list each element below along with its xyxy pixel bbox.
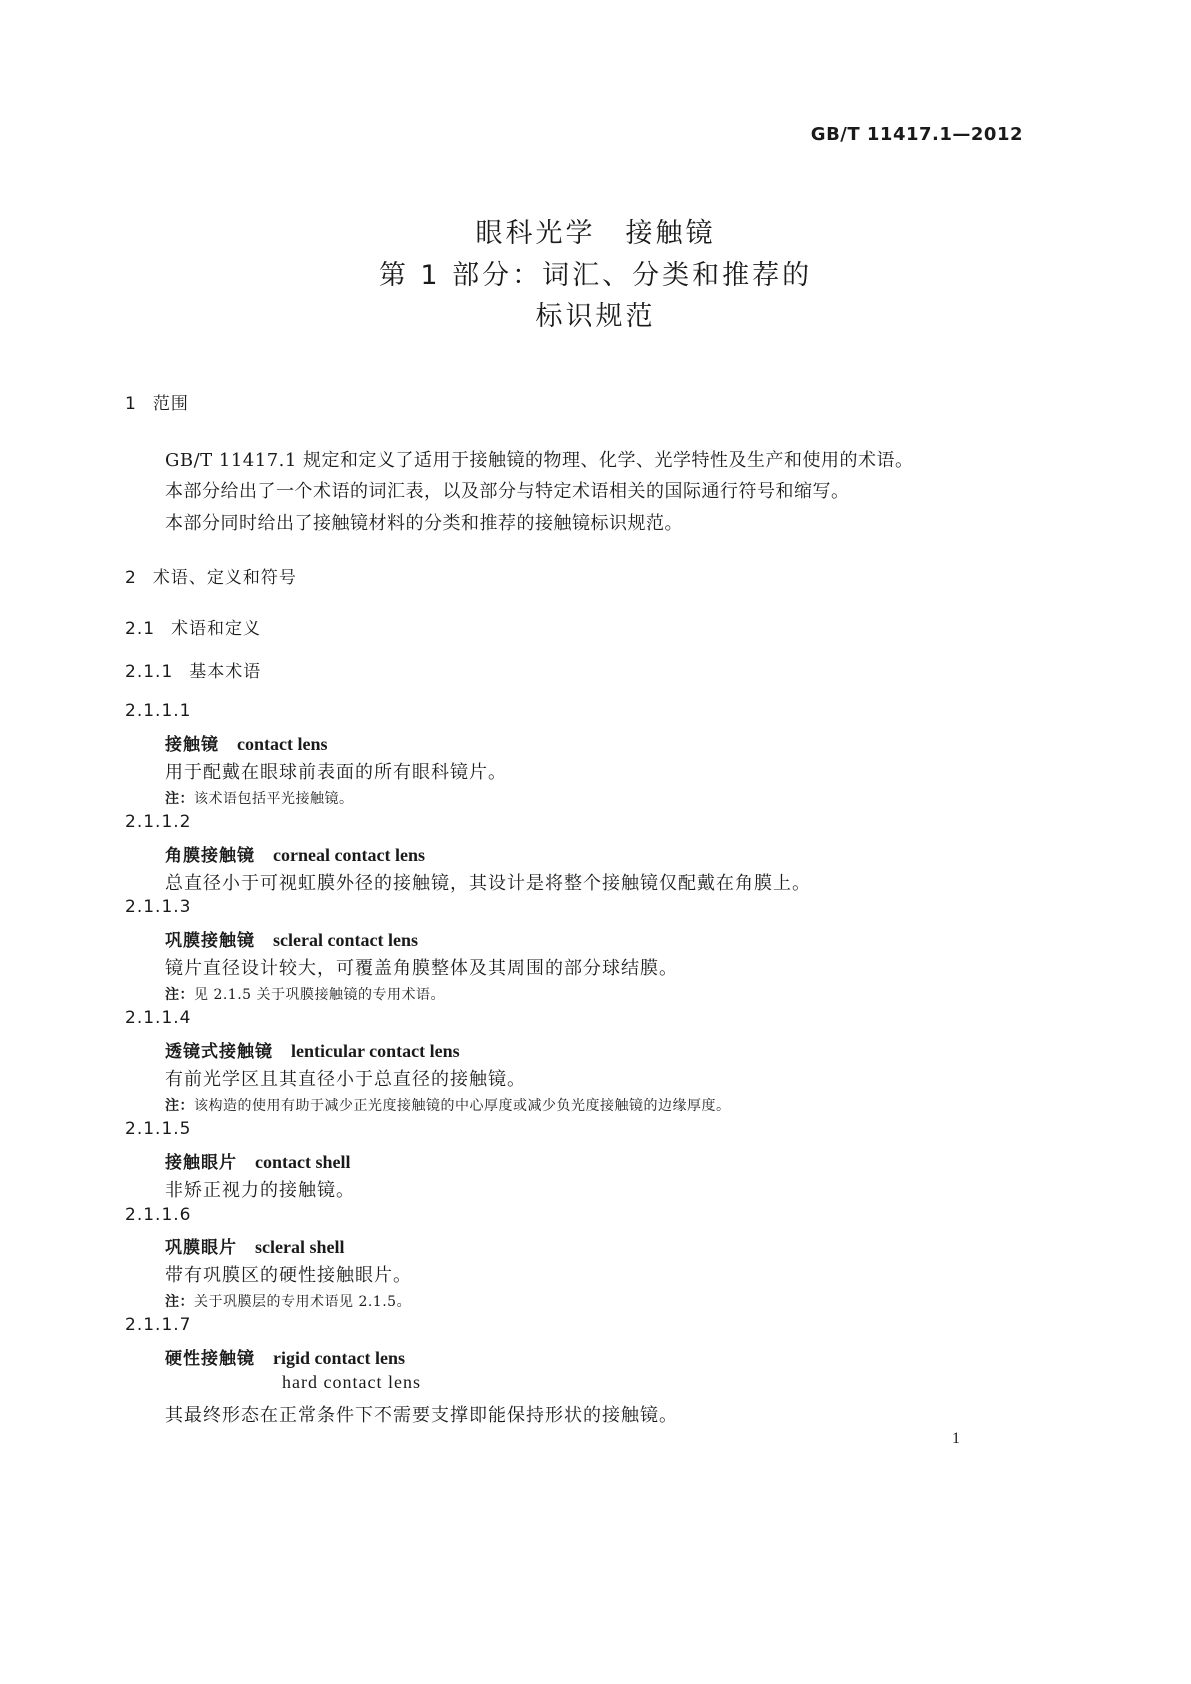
definition: 用于配戴在眼球前表面的所有眼科镜片。 [165,762,507,783]
note-text: 该术语包括平光接触镜。 [194,791,354,807]
definition: 带有巩膜区的硬性接触眼片。 [165,1265,412,1286]
section-2-heading [125,563,297,588]
definition: 有前光学区且其直径小于总直径的接触镜。 [165,1069,526,1090]
entry-number: 2.1.1.4 [125,1008,192,1028]
section-number: 2 [125,568,137,588]
section-2-1-1-heading [125,657,261,682]
section-2-1-heading [125,614,261,639]
section-title: 术语、定义和符号 [152,568,297,588]
definition: 非矫正视力的接触镜。 [165,1180,355,1201]
note-text: 见 2.1.5 关于巩膜接触镜的专用术语。 [194,987,446,1003]
title-line-1: 眼科光学 接触镜 [475,218,716,249]
term-zh: 透镜式接触镜 [165,1042,273,1062]
paragraph: 本部分同时给出了接触镜材料的分类和推荐的接触镜标识规范。 [165,513,683,534]
term-entry [165,730,327,755]
term-zh: 接触眼片 [165,1153,237,1173]
note-text: 该构造的使用有助于减少正光度接触镜的中心厚度或减少负光度接触镜的边缘厚度。 [194,1098,731,1114]
term-en: rigid contact lens [273,1348,405,1368]
definition: 镜片直径设计较大，可覆盖角膜整体及其周围的部分球结膜。 [165,958,678,979]
term-entry [165,1344,405,1369]
entry-number: 2.1.1.7 [125,1315,192,1335]
term-entry [165,926,418,951]
standard-code: GB/T 11417.1—2012 [810,124,1023,145]
section-title: 范围 [152,394,189,414]
note-label: 注： [165,1098,194,1114]
note [165,1095,731,1115]
section-1-heading [125,389,189,414]
note-label: 注： [165,987,194,1003]
note-label: 注： [165,791,194,807]
term-en: corneal contact lens [273,845,425,865]
term-entry [165,1233,344,1258]
term-entry [165,1148,350,1173]
definition: 其最终形态在正常条件下不需要支撑即能保持形状的接触镜。 [165,1405,678,1426]
term-zh: 接触镜 [165,735,219,755]
entry-number: 2.1.1.3 [125,897,192,917]
section-number: 2.1.1 [125,662,174,682]
section-number: 1 [125,394,137,414]
title-line-2: 第 1 部分：词汇、分类和推荐的 [378,260,813,291]
note [165,1291,411,1311]
term-en: scleral shell [255,1237,345,1257]
entry-number: 2.1.1.6 [125,1205,192,1225]
term-entry [165,1037,460,1062]
alternative-term: hard contact lens [282,1372,421,1392]
term-zh: 角膜接触镜 [165,846,255,866]
page-number: 1 [952,1430,960,1447]
section-title: 基本术语 [189,662,262,682]
paragraph: 本部分给出了一个术语的词汇表，以及部分与特定术语相关的国际通行符号和缩写。 [165,481,850,502]
term-zh: 巩膜眼片 [165,1238,237,1258]
section-title: 术语和定义 [171,619,262,639]
section-number: 2.1 [125,619,156,639]
term-zh: 硬性接触镜 [165,1349,255,1369]
definition: 总直径小于可视虹膜外径的接触镜，其设计是将整个接触镜仅配戴在角膜上。 [165,873,811,894]
term-entry [165,841,425,866]
note-label: 注： [165,1294,194,1310]
entry-number: 2.1.1.5 [125,1119,192,1139]
note-text: 关于巩膜层的专用术语见 2.1.5。 [194,1294,412,1310]
title-line-3: 标识规范 [535,301,656,332]
note [165,984,445,1004]
entry-number: 2.1.1.1 [125,701,192,721]
term-en: contact shell [255,1152,351,1172]
term-zh: 巩膜接触镜 [165,931,255,951]
note [165,788,354,808]
term-en: contact lens [237,734,328,754]
term-en: scleral contact lens [273,930,418,950]
paragraph: GB/T 11417.1 规定和定义了适用于接触镜的物理、化学、光学特性及生产和使用的术语。 [165,450,914,471]
term-en: lenticular contact lens [291,1041,460,1061]
entry-number: 2.1.1.2 [125,812,192,832]
